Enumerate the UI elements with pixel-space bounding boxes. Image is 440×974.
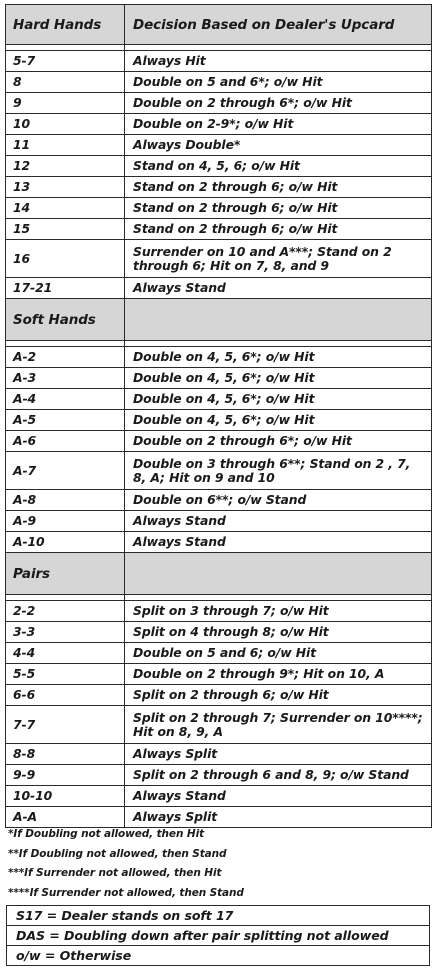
- legend-ow: o/w = Otherwise: [7, 946, 430, 966]
- pairs-section-title: Pairs: [6, 553, 125, 595]
- decision-cell: Stand on 4, 5, 6; o/w Hit: [125, 156, 432, 177]
- table-row: [6, 765, 432, 786]
- decision-cell: Double on 6**; o/w Stand: [125, 490, 432, 511]
- footnotes: [8, 825, 244, 903]
- table-row: [6, 93, 432, 114]
- hand-cell: 3-3: [6, 622, 125, 643]
- decision-cell: Double on 4, 5, 6*; o/w Hit: [125, 410, 432, 431]
- legend-das: DAS = Doubling down after pair splitting not allowed: [7, 926, 430, 946]
- decision-cell: Double on 2 through 9*; Hit on 10, A: [125, 664, 432, 685]
- hand-cell: A-10: [6, 532, 125, 553]
- hand-cell: 11: [6, 135, 125, 156]
- table-row: [6, 744, 432, 765]
- hand-cell: 13: [6, 177, 125, 198]
- decision-cell: Double on 4, 5, 6*; o/w Hit: [125, 368, 432, 389]
- decision-cell: Always Split: [125, 807, 432, 828]
- table-row: [6, 685, 432, 706]
- hand-cell: 10: [6, 114, 125, 135]
- soft-hands-section-title: Soft Hands: [6, 299, 125, 341]
- decision-cell: Double on 5 and 6*; o/w Hit: [125, 72, 432, 93]
- table-row: [6, 156, 432, 177]
- hand-cell: A-8: [6, 490, 125, 511]
- table-row: [6, 622, 432, 643]
- pairs-section-row: [6, 553, 432, 595]
- hand-cell: 17-21: [6, 278, 125, 299]
- decision-cell: Split on 2 through 6 and 8, 9; o/w Stand: [125, 765, 432, 786]
- footnote: ****If Surrender not allowed, then Stand: [8, 886, 244, 899]
- table-row: [6, 532, 432, 553]
- hand-cell: A-5: [6, 410, 125, 431]
- decision-cell: Stand on 2 through 6; o/w Hit: [125, 177, 432, 198]
- hand-cell: A-7: [6, 452, 125, 490]
- header-hard-hands: Hard Hands: [6, 5, 125, 45]
- legend-row: [7, 906, 430, 926]
- decision-cell: Double on 4, 5, 6*; o/w Hit: [125, 389, 432, 410]
- decision-cell: Double on 2 through 6*; o/w Hit: [125, 431, 432, 452]
- decision-cell: Split on 4 through 8; o/w Hit: [125, 622, 432, 643]
- hand-cell: 12: [6, 156, 125, 177]
- table-row: [6, 72, 432, 93]
- decision-cell: Always Stand: [125, 511, 432, 532]
- decision-cell: Split on 2 through 7; Surrender on 10****; Hit on 8, 9, A: [125, 706, 432, 744]
- legend-table: [6, 905, 430, 966]
- footnote: **If Doubling not allowed, then Stand: [8, 847, 227, 860]
- table-row: [6, 114, 432, 135]
- hand-cell: 6-6: [6, 685, 125, 706]
- legend-row: [7, 946, 430, 966]
- decision-cell: Double on 2 through 6*; o/w Hit: [125, 93, 432, 114]
- hand-cell: 5-7: [6, 51, 125, 72]
- decision-cell: Surrender on 10 and A***; Stand on 2 through 6; Hit on 7, 8, and 9: [125, 240, 432, 278]
- table-row: [6, 490, 432, 511]
- decision-cell: Double on 5 and 6; o/w Hit: [125, 643, 432, 664]
- table-header-row: [6, 5, 432, 45]
- table-row: [6, 347, 432, 368]
- table-row: [6, 389, 432, 410]
- hand-cell: 5-5: [6, 664, 125, 685]
- strategy-table-wrap: [5, 4, 431, 828]
- hand-cell: 15: [6, 219, 125, 240]
- decision-cell: Always Stand: [125, 278, 432, 299]
- hand-cell: 8: [6, 72, 125, 93]
- footnote: ***If Surrender not allowed, then Hit: [8, 867, 222, 879]
- decision-cell: Split on 2 through 6; o/w Hit: [125, 685, 432, 706]
- decision-cell: Double on 2-9*; o/w Hit: [125, 114, 432, 135]
- hand-cell: 4-4: [6, 643, 125, 664]
- decision-cell: Always Stand: [125, 786, 432, 807]
- hand-cell: 8-8: [6, 744, 125, 765]
- table-row: [6, 410, 432, 431]
- table-row: [6, 431, 432, 452]
- hand-cell: A-A: [6, 807, 125, 828]
- decision-cell: Stand on 2 through 6; o/w Hit: [125, 198, 432, 219]
- decision-cell: Double on 4, 5, 6*; o/w Hit: [125, 347, 432, 368]
- decision-cell: Always Stand: [125, 532, 432, 553]
- decision-cell: Stand on 2 through 6; o/w Hit: [125, 219, 432, 240]
- table-row: [6, 643, 432, 664]
- table-row: [6, 51, 432, 72]
- table-row: [6, 601, 432, 622]
- hand-cell: A-6: [6, 431, 125, 452]
- decision-cell: Always Split: [125, 744, 432, 765]
- hand-cell: A-9: [6, 511, 125, 532]
- table-row: [6, 511, 432, 532]
- hand-cell: 9: [6, 93, 125, 114]
- legend-s17: S17 = Dealer stands on soft 17: [7, 906, 430, 926]
- soft-hands-section-row: [6, 299, 432, 341]
- table-row: [6, 240, 432, 278]
- hand-cell: 16: [6, 240, 125, 278]
- hand-cell: 9-9: [6, 765, 125, 786]
- hand-cell: 7-7: [6, 706, 125, 744]
- table-row: [6, 198, 432, 219]
- legend-box: [6, 905, 428, 966]
- table-row: [6, 278, 432, 299]
- hand-cell: A-2: [6, 347, 125, 368]
- table-row: [6, 786, 432, 807]
- footnote: *If Doubling not allowed, then Hit: [8, 828, 204, 840]
- legend-row: [7, 926, 430, 946]
- hand-cell: 14: [6, 198, 125, 219]
- header-decision: Decision Based on Dealer's Upcard: [125, 5, 432, 45]
- hand-cell: 10-10: [6, 786, 125, 807]
- table-row: [6, 135, 432, 156]
- table-row: [6, 177, 432, 198]
- hand-cell: A-3: [6, 368, 125, 389]
- decision-cell: Always Hit: [125, 51, 432, 72]
- hand-cell: 2-2: [6, 601, 125, 622]
- table-row: [6, 706, 432, 744]
- decision-cell: Double on 3 through 6**; Stand on 2 , 7, 8, A; Hit on 9 and 10: [125, 452, 432, 490]
- table-row: [6, 452, 432, 490]
- decision-cell: Split on 3 through 7; o/w Hit: [125, 601, 432, 622]
- decision-cell: Always Double*: [125, 135, 432, 156]
- table-row: [6, 219, 432, 240]
- strategy-table: [5, 4, 432, 828]
- table-row: [6, 368, 432, 389]
- table-row: [6, 664, 432, 685]
- hand-cell: A-4: [6, 389, 125, 410]
